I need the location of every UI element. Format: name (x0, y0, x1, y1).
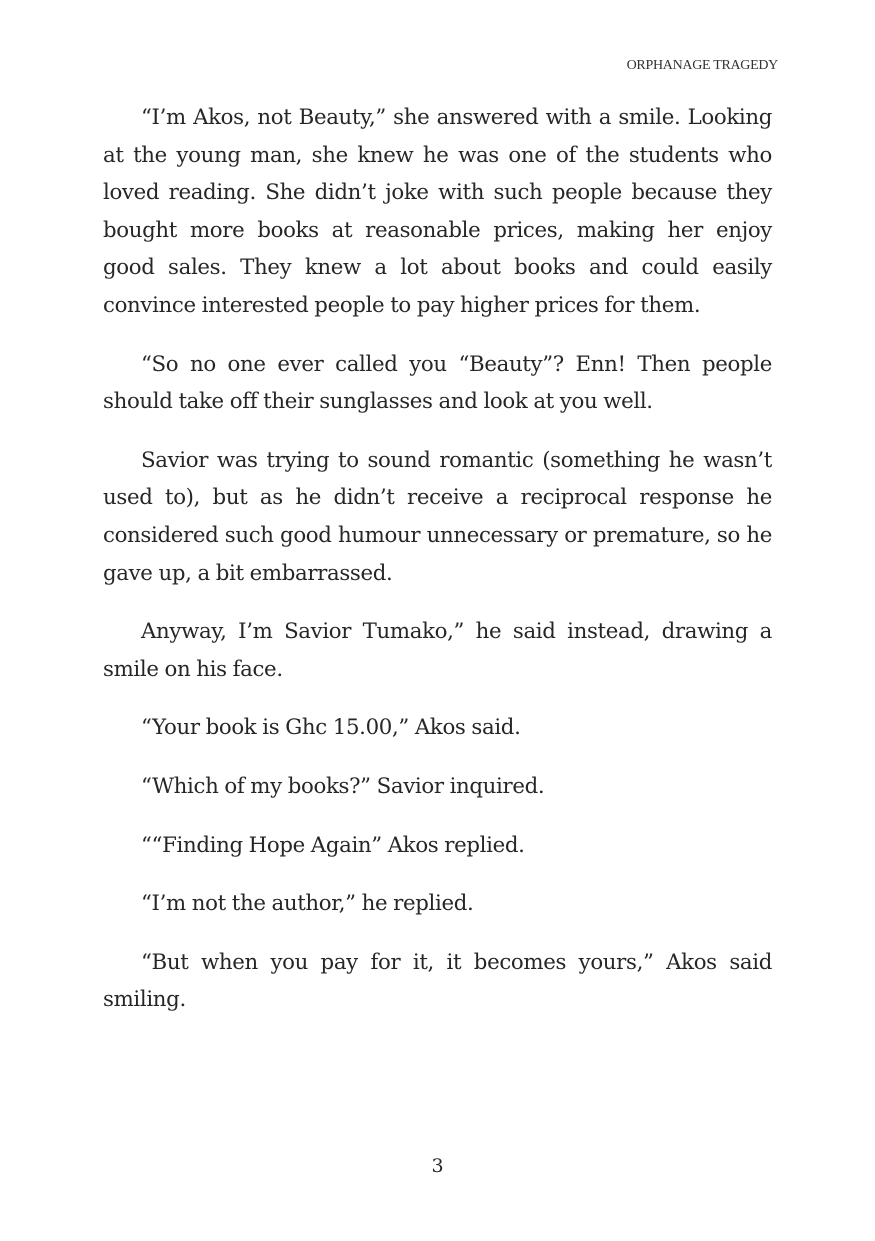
paragraph: “Which of my books?” Savior inquired. (141, 773, 545, 799)
paragraph: ““Finding Hope Again” Akos replied. (141, 832, 525, 858)
paragraph: “I’m not the author,” he replied. (141, 891, 474, 917)
paragraph: “I’m Akos, not Beauty,” she answered with a smile. Looking at the young man, she knew he was one of the students who loved reading. She didn’t joke with such people because they bought more books at reasonable prices, making her enjoy good sales. They knew a lot about books and could easily convince interested people to pay higher prices for them. (103, 105, 772, 318)
paragraph: Anyway, I’m Savior Tumako,” he said instead, drawing a smile on his face. (103, 619, 772, 682)
running-header: ORPHANAGE TRAGEDY (626, 58, 778, 73)
body-text (103, 99, 772, 1040)
paragraph: “Your book is Ghc 15.00,” Akos said. (141, 715, 521, 741)
paragraph: “But when you pay for it, it becomes yours,” Akos said smiling. (103, 949, 772, 1013)
page-number: 3 (431, 1155, 444, 1177)
paragraph: “So no one ever called you “Beauty”? Enn! Then people should take off their sunglasses and look at you well. (103, 351, 772, 415)
paragraph: Savior was trying to sound romantic (something he wasn’t used to), but as he didn’t receive a reciprocal response he considered such good humour unnecessary or premature, so he gave up, a bit embarrassed. (103, 447, 772, 586)
